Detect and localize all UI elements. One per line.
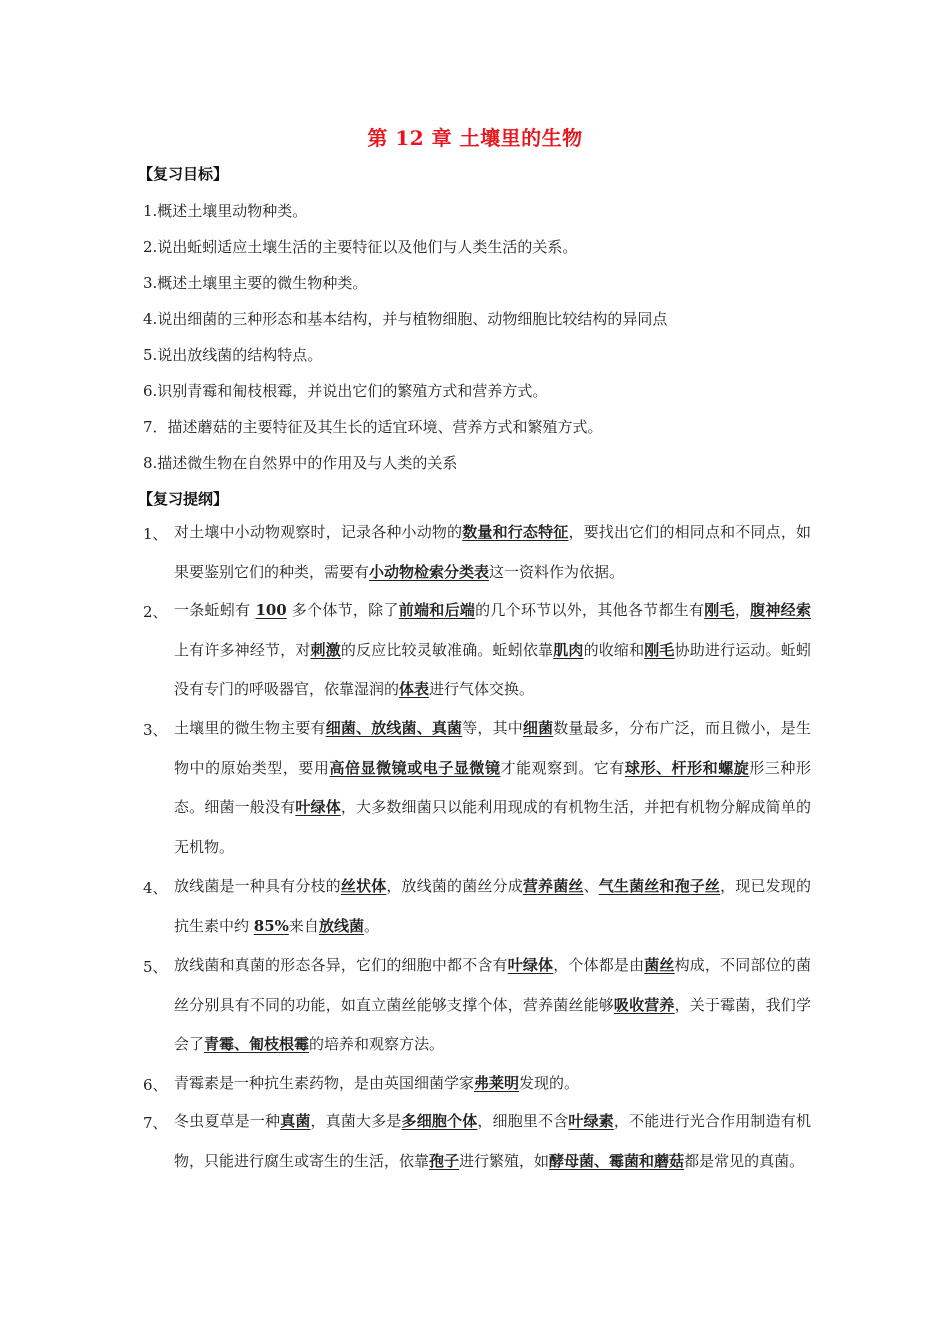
keyword-answer: 孢子 bbox=[429, 1151, 460, 1170]
text-run: ，放线菌的菌丝分成 bbox=[386, 877, 523, 895]
text-run: ，大多数细菌只以能利用现成的有机物生活，并把有机物分解成简单的无机物。 bbox=[174, 798, 811, 856]
keyword-answer: 肌肉 bbox=[553, 640, 584, 659]
keyword-answer: 叶绿体 bbox=[507, 956, 554, 974]
keyword-answer: 多细胞个体 bbox=[401, 1112, 478, 1130]
outline-item-number: 4、 bbox=[143, 879, 168, 897]
keyword-answer: 青霉、匍枝根霉 bbox=[204, 1035, 310, 1053]
outline-item-number: 2、 bbox=[143, 603, 168, 621]
text-run: 青霉素是一种抗生素药物，是由英国细菌学家 bbox=[174, 1074, 475, 1092]
goal-item: 7．描述蘑菇的主要特征及其生长的适宜环境、营养方式和繁殖方式。 bbox=[143, 418, 603, 436]
text-run: 发现的。 bbox=[519, 1074, 580, 1092]
text-run: 等，其中 bbox=[462, 719, 523, 737]
text-run: ，现已发现的抗生素中约 bbox=[174, 877, 811, 935]
keyword-answer: 腹神经索 bbox=[750, 601, 811, 619]
text-run: 放线菌和真菌的形态各异，它们的细胞中都不含有 bbox=[174, 956, 508, 974]
text-run: ， bbox=[734, 601, 751, 619]
page-title: 第 12 章 土壤里的生物 bbox=[367, 126, 583, 150]
keyword-answer: 球形、杆形和螺旋 bbox=[624, 758, 750, 777]
keyword-answer: 营养菌丝 bbox=[522, 877, 584, 895]
text-run: 的收缩和 bbox=[583, 640, 645, 659]
keyword-answer: 刺激 bbox=[310, 640, 341, 659]
text-run: 这一资料作为依据。 bbox=[489, 562, 625, 581]
text-run: 协助进行运动。蚯蚓没有专门的呼吸器官，依靠湿润的 bbox=[174, 640, 811, 698]
text-run: ，个体都是由 bbox=[553, 956, 645, 974]
text-run: 放线菌是一种具有分枝的 bbox=[174, 877, 341, 895]
text-run: 都是常见的真菌。 bbox=[684, 1151, 805, 1170]
keyword-answer: 菌丝 bbox=[644, 956, 675, 974]
keyword-answer: 酵母菌、霉菌和蘑菇 bbox=[549, 1151, 685, 1170]
text-run: 的培养和观察方法。 bbox=[309, 1035, 445, 1053]
text-run: 才能观察到。它有 bbox=[500, 758, 625, 777]
text-run: 多个体节，除了 bbox=[286, 601, 399, 619]
text-run: ，关于霉菌，我们学会了 bbox=[174, 995, 811, 1053]
keyword-answer: 丝状体 bbox=[340, 877, 387, 895]
text-run: 冬虫夏草是一种 bbox=[174, 1112, 281, 1130]
goal-item: 2.说出蚯蚓适应土壤生活的主要特征以及他们与人类生活的关系。 bbox=[143, 238, 578, 256]
keyword-answer: 前端和后端 bbox=[398, 601, 476, 619]
keyword-answer: 吸收营养 bbox=[613, 995, 675, 1014]
text-run: 构成，不同部位的菌丝分别具有不同的功能，如直立菌丝能够支撑个体，营养菌丝能够 bbox=[174, 956, 811, 1014]
outline-item-text bbox=[174, 1102, 811, 1181]
text-run: 形三种形态。细菌一般没有 bbox=[174, 758, 811, 816]
text-run: 对土壤中小动物观察时，记录各种小动物的 bbox=[174, 523, 463, 541]
text-run: 的几个环节以外，其他各节都生有 bbox=[475, 601, 705, 619]
text-run: ，不能进行光合作用制造有机物，只能进行腐生或寄生的生活，依靠 bbox=[174, 1112, 811, 1170]
goals-heading: 【复习目标】 bbox=[138, 165, 229, 183]
keyword-answer: 放线菌 bbox=[318, 916, 364, 935]
goal-item: 5.说出放线菌的结构特点。 bbox=[143, 346, 323, 364]
text-run: 一条蚯蚓有 bbox=[174, 601, 256, 619]
keyword-answer: 数量和行态特征 bbox=[462, 523, 569, 541]
text-run: ，细胞里不含 bbox=[477, 1112, 569, 1130]
keyword-answer: 细菌、放线菌、真菌 bbox=[325, 719, 463, 737]
goal-item: 4.说出细菌的三种形态和基本结构，并与植物细胞、动物细胞比较结构的异同点 bbox=[143, 310, 668, 328]
outline-item-text bbox=[174, 867, 811, 946]
outline-item-text bbox=[174, 1064, 811, 1104]
outline-item-number: 5、 bbox=[143, 958, 168, 976]
text-run: 上有许多神经节，对 bbox=[174, 640, 311, 659]
keyword-answer: 高倍显微镜或电子显微镜 bbox=[329, 758, 501, 777]
outline-heading: 【复习提纲】 bbox=[138, 490, 229, 508]
outline-item-number: 7、 bbox=[143, 1114, 168, 1132]
keyword-answer: 气生菌丝和孢子丝 bbox=[598, 877, 721, 895]
keyword-answer: 小动物检索分类表 bbox=[369, 562, 490, 581]
text-run: 。 bbox=[363, 916, 379, 935]
keyword-answer: 刚毛 bbox=[704, 601, 735, 619]
keyword-answer: 体表 bbox=[399, 680, 430, 698]
text-run: 进行气体交换。 bbox=[429, 680, 535, 698]
keyword-answer: 叶绿素 bbox=[568, 1112, 614, 1130]
keyword-answer: 85% bbox=[253, 916, 289, 935]
keyword-answer: 弗莱明 bbox=[474, 1074, 520, 1092]
outline-item-text bbox=[174, 591, 811, 710]
goal-item: 3.概述土壤里主要的微生物种类。 bbox=[143, 274, 368, 292]
outline-item-text bbox=[174, 709, 811, 867]
text-run: 土壤里的微生物主要有 bbox=[174, 719, 326, 737]
text-run: 数量最多，分布广泛，而且微小，是生物中的原始类型，要用 bbox=[174, 719, 811, 777]
keyword-answer: 细菌 bbox=[522, 719, 554, 737]
text-run: 、 bbox=[583, 877, 599, 895]
goal-item: 6.识别青霉和匍枝根霉，并说出它们的繁殖方式和营养方式。 bbox=[143, 382, 548, 400]
goal-item: 8.描述微生物在自然界中的作用及与人类的关系 bbox=[143, 454, 458, 472]
text-run: 来自 bbox=[288, 916, 319, 935]
outline-item-number: 1、 bbox=[143, 525, 168, 543]
text-run: ，要找出它们的相同点和不同点，如果要鉴别它们的种类，需要有 bbox=[174, 523, 811, 581]
outline-item-number: 6、 bbox=[143, 1076, 168, 1094]
keyword-answer: 叶绿体 bbox=[295, 798, 341, 816]
outline-item-text bbox=[174, 513, 811, 592]
keyword-answer: 真菌 bbox=[280, 1112, 311, 1130]
text-run: 进行繁殖，如 bbox=[459, 1151, 550, 1170]
text-run: 的反应比较灵敏准确。蚯蚓依靠 bbox=[340, 640, 554, 659]
text-run: ，真菌大多是 bbox=[310, 1112, 402, 1130]
keyword-answer: 100 bbox=[255, 601, 287, 619]
keyword-answer: 刚毛 bbox=[644, 640, 675, 659]
goal-item: 1.概述土壤里动物种类。 bbox=[143, 202, 308, 220]
outline-item-text bbox=[174, 946, 811, 1065]
outline-item-number: 3、 bbox=[143, 721, 168, 739]
